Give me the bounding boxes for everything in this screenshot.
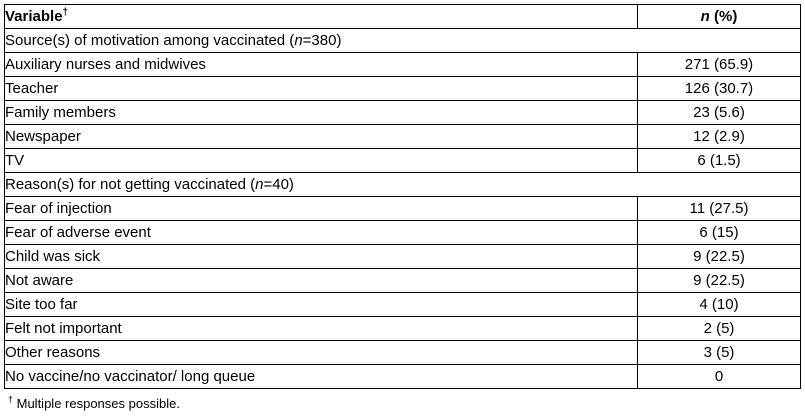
row-value: 11 (27.5) [638,197,801,221]
table-row [5,269,801,293]
row-value: 0 [638,365,801,389]
table-row [5,149,801,173]
row-label: Not aware [5,269,638,293]
row-label: Fear of adverse event [5,221,638,245]
row-label: Newspaper [5,125,638,149]
table-row [5,245,801,269]
row-label: Felt not important [5,317,638,341]
row-label: TV [5,149,638,173]
section-title: Source(s) of motivation among vaccinated (n=380) [5,29,801,53]
table-row [5,101,801,125]
row-label: Auxiliary nurses and midwives [5,53,638,77]
row-value: 4 (10) [638,293,801,317]
table-row [5,317,801,341]
row-value: 2 (5) [638,317,801,341]
row-label: Family members [5,101,638,125]
row-label: No vaccine/no vaccinator/ long queue [5,365,638,389]
table-row [5,365,801,389]
row-label: Other reasons [5,341,638,365]
n-percent-header: n (%) [638,5,801,29]
table-row [5,221,801,245]
row-label: Child was sick [5,245,638,269]
row-value: 6 (1.5) [638,149,801,173]
row-label: Fear of injection [5,197,638,221]
table-row [5,125,801,149]
row-value: 23 (5.6) [638,101,801,125]
row-value: 6 (15) [638,221,801,245]
variable-header: Variable† [5,5,638,29]
header-row [5,5,801,29]
section-row-reasons [5,173,801,197]
section-title: Reason(s) for not getting vaccinated (n=40) [5,173,801,197]
row-label: Teacher [5,77,638,101]
section-row-motivation [5,29,801,53]
table-row [5,341,801,365]
table-row [5,77,801,101]
row-value: 12 (2.9) [638,125,801,149]
results-table [4,4,801,389]
table-row [5,197,801,221]
table-row [5,53,801,77]
table-row [5,293,801,317]
row-label: Site too far [5,293,638,317]
row-value: 9 (22.5) [638,269,801,293]
row-value: 126 (30.7) [638,77,801,101]
row-value: 271 (65.9) [638,53,801,77]
table-footnote: † Multiple responses possible. [8,394,180,411]
row-value: 3 (5) [638,341,801,365]
row-value: 9 (22.5) [638,245,801,269]
